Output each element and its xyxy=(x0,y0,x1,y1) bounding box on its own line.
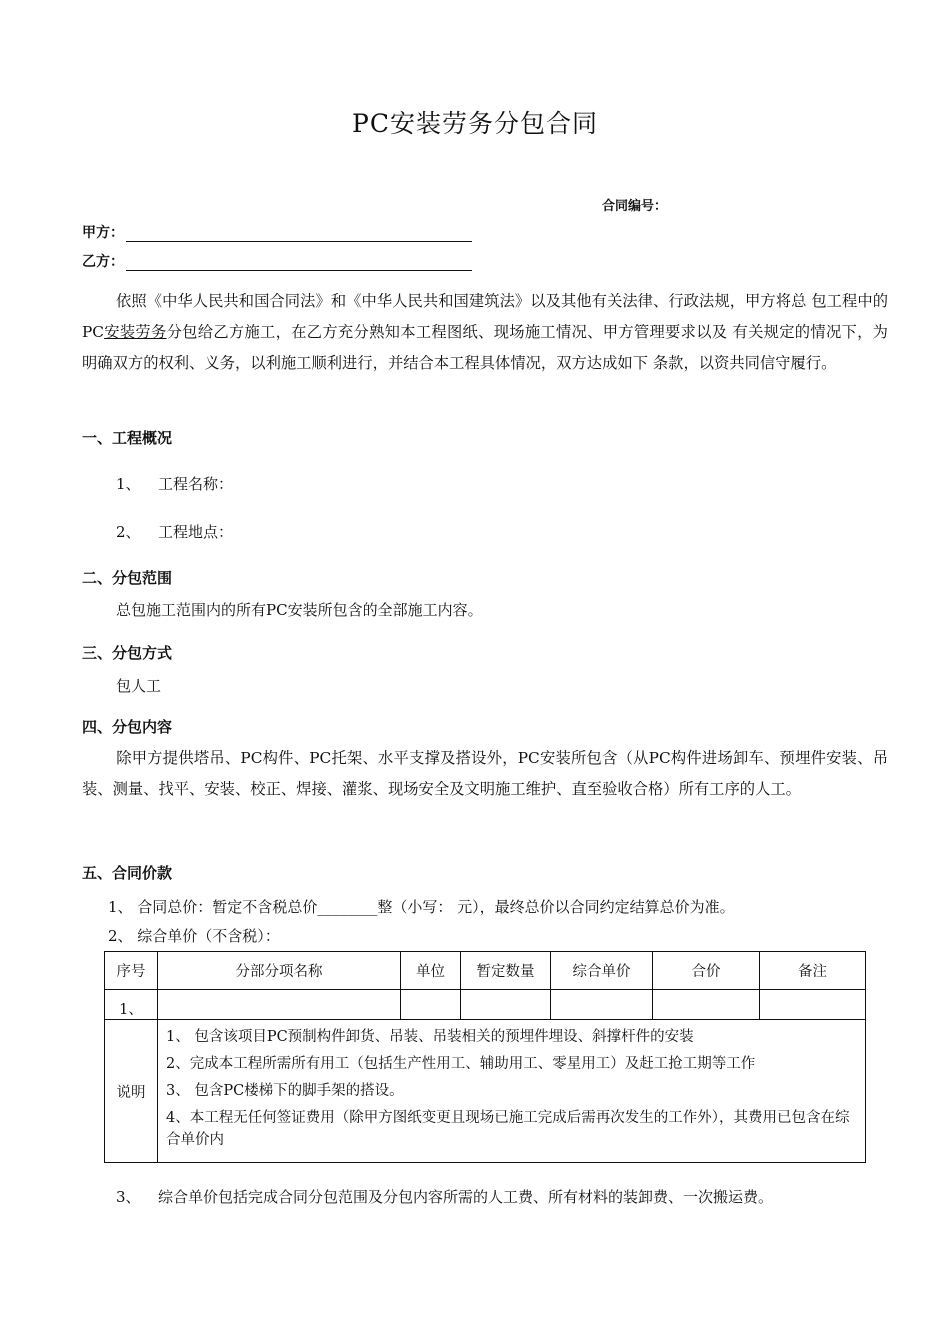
intro-text-1: 依照《中华人民共和国合同法》和《中华人民共和国建筑法》以及其他有关法律、行政法规，甲方将总 包工程中的PC xyxy=(82,292,888,341)
section3-heading: 三、分包方式 xyxy=(82,644,173,662)
party-a-blank-line xyxy=(126,227,472,242)
item-number: 3、 xyxy=(116,1188,141,1206)
header-remark: 备注 xyxy=(760,952,866,990)
row-cell xyxy=(551,990,653,1020)
notes-cell xyxy=(158,1020,866,1163)
intro-text-2: 分包给乙方施工，在乙方充分熟知本工程图纸、现场施工情况、甲方管理要求以及 有关规定的情况下，为明确双方的权利、义务，以利施工顺利进行，并结合本工程具体情况，双方达成如下 条款，以资共同信守履行。 xyxy=(82,323,888,372)
document-title: PC安装劳务分包合同 xyxy=(352,109,598,138)
section4-text: 除甲方提供塔吊、PC构件、PC托架、水平支撑及搭设外，PC安装所包含（从PC构件进场卸车、预埋件安装、吊装、测量、找平、安装、校正、焊接、灌浆、现场安全及文明施工维护、直至验收合格）所有工序的人工。 xyxy=(82,749,888,798)
section5-item-3 xyxy=(116,1186,773,1207)
item-number: 2、 xyxy=(116,523,141,541)
row-cell xyxy=(401,990,461,1020)
header-unit-price: 综合单价 xyxy=(551,952,653,990)
section1-item-1 xyxy=(116,473,233,494)
header-item-name: 分部分项名称 xyxy=(158,952,401,990)
header-total: 合价 xyxy=(653,952,760,990)
unit-price-table xyxy=(104,951,866,1163)
note-2: 2、完成本工程所需所有用工（包括生产性用工、辅助用工、零星用工）及赶工抢工期等工作 xyxy=(166,1056,756,1072)
table-notes-row xyxy=(105,1020,866,1163)
row-cell xyxy=(760,990,866,1020)
header-unit: 单位 xyxy=(401,952,461,990)
contract-number-label: 合同编号： xyxy=(602,199,668,214)
notes-label: 说明 xyxy=(105,1020,158,1163)
section5-item-2: 2、 综合单价（不含税）： xyxy=(108,927,280,945)
item-text: 工程名称： xyxy=(158,475,234,493)
section5-item-1: 1、 合同总价：暂定不含税总价________整（小写： 元），最终总价以合同约定结算总价为准。 xyxy=(108,898,735,916)
row-cell xyxy=(158,990,401,1020)
section1-item-2 xyxy=(116,521,233,542)
item-number: 1、 xyxy=(116,475,141,493)
section3-text: 包人工 xyxy=(116,677,162,695)
row-cell xyxy=(653,990,760,1020)
intro-paragraph xyxy=(82,286,888,379)
header-quantity: 暂定数量 xyxy=(461,952,551,990)
party-b-label: 乙方： xyxy=(82,254,124,270)
table-header-row xyxy=(105,952,866,990)
note-3: 3、 包含PC楼梯下的脚手架的搭设。 xyxy=(166,1083,404,1099)
table-row xyxy=(105,990,866,1020)
intro-underlined-text: 安装劳务 xyxy=(104,323,167,341)
row-cell xyxy=(461,990,551,1020)
section4-paragraph xyxy=(82,743,888,805)
item-text: 综合单价包括完成合同分包范围及分包内容所需的人工费、所有材料的装卸费、一次搬运费。 xyxy=(158,1188,774,1206)
section2-heading: 二、分包范围 xyxy=(82,569,173,587)
row-seq: 1、 xyxy=(105,990,158,1020)
item-text: 工程地点： xyxy=(158,523,234,541)
section2-text: 总包施工范围内的所有PC安装所包含的全部施工内容。 xyxy=(116,601,483,619)
party-b xyxy=(82,251,472,271)
party-a-label: 甲方： xyxy=(82,225,124,241)
note-1: 1、 包含该项目PC预制构件卸货、吊装、吊装相关的预埋件埋设、斜撑杆件的安装 xyxy=(166,1029,694,1045)
section1-heading: 一、工程概况 xyxy=(82,429,173,447)
party-a xyxy=(82,222,472,242)
party-b-blank-line xyxy=(126,256,472,271)
section5-heading: 五、合同价款 xyxy=(82,864,173,882)
section4-heading: 四、分包内容 xyxy=(82,718,173,736)
note-4: 4、本工程无任何签证费用（除甲方图纸变更且现场已施工完成后需再次发生的工作外），其费用已包含在综合单价内 xyxy=(166,1110,850,1148)
header-seq: 序号 xyxy=(105,952,158,990)
